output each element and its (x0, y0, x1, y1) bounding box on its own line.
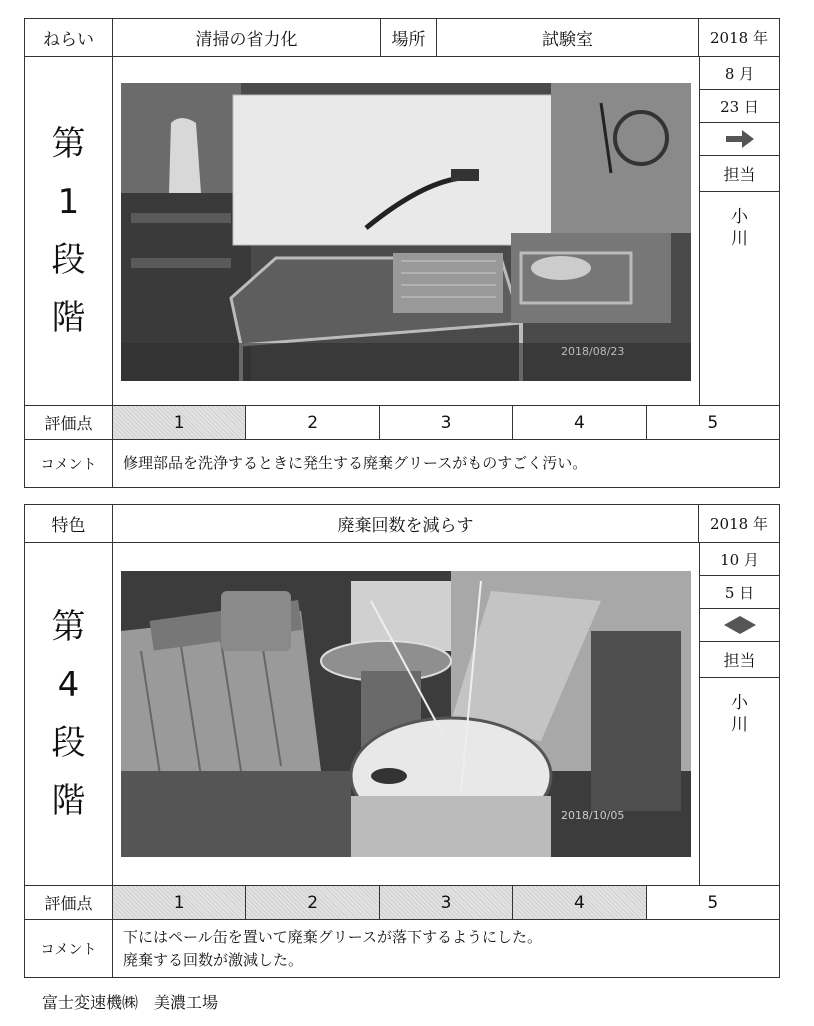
evaluation-label: 評価点 (25, 406, 113, 439)
stage-char: 第 (51, 607, 86, 647)
person-name: 小 川 (731, 693, 748, 735)
stage-number: 4 (57, 665, 80, 705)
comment-text: 修理部品を洗浄するときに発生する廃棄グリースがものすごく汚い。 (123, 454, 588, 472)
place-value: 試験室 (437, 19, 699, 57)
stage-number: 1 (57, 182, 80, 222)
person-label: 担当 (700, 642, 779, 678)
stage-card-1 (24, 18, 780, 488)
place-label: 場所 (381, 19, 437, 57)
stage-photo (121, 571, 691, 857)
stage-label (25, 57, 113, 405)
stage-card-4 (24, 504, 780, 978)
day: 5 日 (700, 576, 779, 609)
aim-label: ねらい (25, 19, 113, 57)
aim-title: 清掃の省力化 (113, 19, 381, 57)
pail-can-photo (121, 571, 691, 857)
workbench-photo (121, 83, 691, 381)
year: 2018 年 (699, 505, 779, 543)
person-name: 小 川 (731, 207, 748, 249)
stage-char: 階 (51, 781, 86, 821)
year: 2018 年 (699, 19, 779, 57)
evaluation-row (25, 405, 779, 439)
stage-char: 段 (51, 240, 86, 280)
date-column (699, 57, 779, 405)
month: 10 月 (700, 543, 779, 576)
feature-title: 廃棄回数を減らす (113, 505, 699, 543)
comment-text: 下にはペール缶を置いて廃棄グリースが落下するようにした。 廃棄する回数が激減した。 (123, 927, 542, 969)
comment-row (25, 919, 779, 977)
stage-char: 階 (51, 298, 86, 338)
photo-timestamp: 2018/10/05 (561, 809, 625, 822)
score-cell-4: 4 (513, 406, 646, 439)
photo-timestamp: 2018/08/23 (561, 345, 625, 358)
score-cell-4: 4 (513, 886, 646, 919)
score-cell-2: 2 (246, 406, 379, 439)
stage-label (25, 543, 113, 885)
stage-char: 第 (51, 124, 86, 164)
comment-row (25, 439, 779, 487)
diamond-icon (700, 609, 779, 642)
right-arrow-icon (700, 123, 779, 156)
stage-photo (121, 83, 691, 381)
score-cell-1: 1 (113, 886, 246, 919)
score-cell-5: 5 (707, 412, 719, 433)
date-column (699, 543, 779, 885)
feature-label: 特色 (25, 505, 113, 543)
company-footer: 富士変速機㈱ 美濃工場 (42, 993, 219, 1012)
score-cell-5: 5 (707, 892, 719, 913)
score-cell-1: 1 (113, 406, 246, 439)
stage-char: 段 (51, 723, 86, 763)
evaluation-label: 評価点 (25, 886, 113, 919)
month: 8 月 (700, 57, 779, 90)
score-cell-3: 3 (380, 886, 513, 919)
day: 23 日 (700, 90, 779, 123)
comment-label: コメント (25, 920, 113, 977)
score-cell-2: 2 (246, 886, 379, 919)
evaluation-row (25, 885, 779, 919)
person-label: 担当 (700, 156, 779, 192)
comment-label: コメント (25, 440, 113, 487)
score-cell-3: 3 (380, 406, 513, 439)
